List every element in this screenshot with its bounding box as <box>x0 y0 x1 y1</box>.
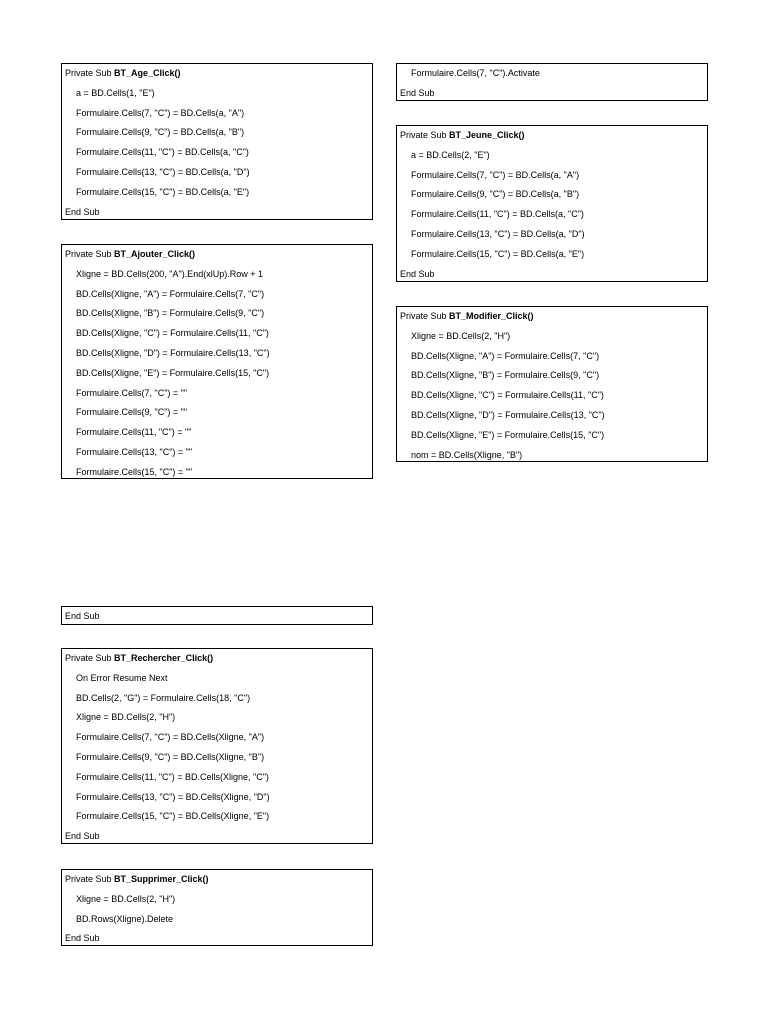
code-line: BD.Cells(Xligne, "B") = Formulaire.Cells(9, "C") <box>76 308 265 319</box>
sub-name: BT_Modifier_Click() <box>449 311 534 321</box>
code-line: a = BD.Cells(2, "E") <box>411 149 490 160</box>
sub-name: BT_Ajouter_Click() <box>114 249 196 259</box>
code-line: Formulaire.Cells(9, "C") = BD.Cells(a, "B") <box>76 127 245 138</box>
code-line: Formulaire.Cells(13, "C") = BD.Cells(a, "D") <box>76 166 250 177</box>
sub-header <box>62 64 372 84</box>
code-line: BD.Cells(2, "G") = Formulaire.Cells(18, "C") <box>76 692 251 703</box>
end-sub: End Sub <box>65 831 100 842</box>
end-sub: End Sub <box>65 206 100 217</box>
code-line: Formulaire.Cells(15, "C") = BD.Cells(a, "E") <box>76 186 250 197</box>
end-sub: End Sub <box>65 611 100 621</box>
code-line: Formulaire.Cells(7, "C") = "" <box>76 387 188 398</box>
sub-keyword: Private Sub <box>400 130 450 140</box>
code-line: Formulaire.Cells(7, "C") = BD.Cells(a, "A") <box>76 107 245 118</box>
code-line: Formulaire.Cells(11, "C") = BD.Cells(a, "C") <box>411 209 584 220</box>
sub-header <box>397 307 707 327</box>
code-line: a = BD.Cells(1, "E") <box>76 87 155 98</box>
code-line: Formulaire.Cells(13, "C") = BD.Cells(Xligne, "D") <box>76 791 270 802</box>
sub-keyword: Private Sub <box>65 68 115 78</box>
code-line: Xligne = BD.Cells(2, "H") <box>76 893 176 904</box>
code-line: BD.Cells(Xligne, "A") = Formulaire.Cells(7, "C") <box>76 288 265 299</box>
code-line: On Error Resume Next <box>76 672 168 683</box>
sub-name: BT_Jeune_Click() <box>449 130 525 140</box>
code-line: Formulaire.Cells(11, "C") = BD.Cells(a, "C") <box>76 147 249 158</box>
sub-header <box>397 126 707 146</box>
code-block-continuation <box>396 63 708 101</box>
code-line: BD.Cells(Xligne, "E") = Formulaire.Cells(15, "C") <box>76 367 270 378</box>
code-line: Formulaire.Cells(7, "C").Activate <box>411 68 540 78</box>
sub-keyword: Private Sub <box>400 311 450 321</box>
code-line: Formulaire.Cells(15, "C") = BD.Cells(a, "E") <box>411 248 585 259</box>
code-line: Formulaire.Cells(9, "C") = "" <box>76 407 188 418</box>
sub-name: BT_Rechercher_Click() <box>114 653 214 663</box>
code-line: Formulaire.Cells(9, "C") = BD.Cells(a, "B") <box>411 189 580 200</box>
code-line: BD.Cells(Xligne, "B") = Formulaire.Cells(9, "C") <box>411 370 600 381</box>
sub-header <box>62 245 372 265</box>
code-block-bt-ajouter-end <box>61 606 373 625</box>
code-block-bt-rechercher <box>61 648 373 844</box>
code-line: Xligne = BD.Cells(2, "H") <box>411 330 511 341</box>
code-line: Formulaire.Cells(15, "C") = BD.Cells(Xligne, "E") <box>76 811 270 822</box>
code-line: BD.Cells(Xligne, "E") = Formulaire.Cells(15, "C") <box>411 429 605 440</box>
sub-header <box>62 649 372 669</box>
code-line: Formulaire.Cells(7, "C") = BD.Cells(Xligne, "A") <box>76 732 265 743</box>
end-sub: End Sub <box>400 87 435 98</box>
code-block-bt-age <box>61 63 373 220</box>
code-line: BD.Cells(Xligne, "C") = Formulaire.Cells(11, "C") <box>76 328 269 339</box>
sub-keyword: Private Sub <box>65 653 115 663</box>
code-line: BD.Cells(Xligne, "D") = Formulaire.Cells(13, "C") <box>411 409 605 420</box>
code-line: Formulaire.Cells(15, "C") = "" <box>76 466 193 477</box>
sub-name: BT_Age_Click() <box>114 68 181 78</box>
code-line: BD.Rows(Xligne).Delete <box>76 913 174 924</box>
code-block-bt-jeune <box>396 125 708 282</box>
code-line: Formulaire.Cells(13, "C") = BD.Cells(a, "D") <box>411 228 585 239</box>
code-line: BD.Cells(Xligne, "A") = Formulaire.Cells(7, "C") <box>411 350 600 361</box>
end-sub: End Sub <box>65 933 100 944</box>
sub-name: BT_Supprimer_Click() <box>114 874 209 884</box>
code-line: BD.Cells(Xligne, "C") = Formulaire.Cells(11, "C") <box>411 390 604 401</box>
code-line: Xligne = BD.Cells(200, "A").End(xlUp).Row + 1 <box>76 268 263 279</box>
code-line: Formulaire.Cells(7, "C") = BD.Cells(a, "A") <box>411 169 580 180</box>
code-line: nom = BD.Cells(Xligne, "B") <box>411 449 523 460</box>
code-block-bt-ajouter <box>61 244 373 479</box>
end-sub: End Sub <box>400 268 435 279</box>
code-line: BD.Cells(Xligne, "D") = Formulaire.Cells(13, "C") <box>76 347 270 358</box>
sub-keyword: Private Sub <box>65 249 115 259</box>
code-line: Formulaire.Cells(13, "C") = "" <box>76 446 193 457</box>
code-block-bt-modifier <box>396 306 708 462</box>
sub-header <box>62 870 372 890</box>
code-block-bt-supprimer <box>61 869 373 946</box>
code-line: Formulaire.Cells(11, "C") = BD.Cells(Xligne, "C") <box>76 771 269 782</box>
code-line: Xligne = BD.Cells(2, "H") <box>76 712 176 723</box>
code-line: Formulaire.Cells(9, "C") = BD.Cells(Xligne, "B") <box>76 751 265 762</box>
code-line: Formulaire.Cells(11, "C") = "" <box>76 427 192 438</box>
sub-keyword: Private Sub <box>65 874 115 884</box>
